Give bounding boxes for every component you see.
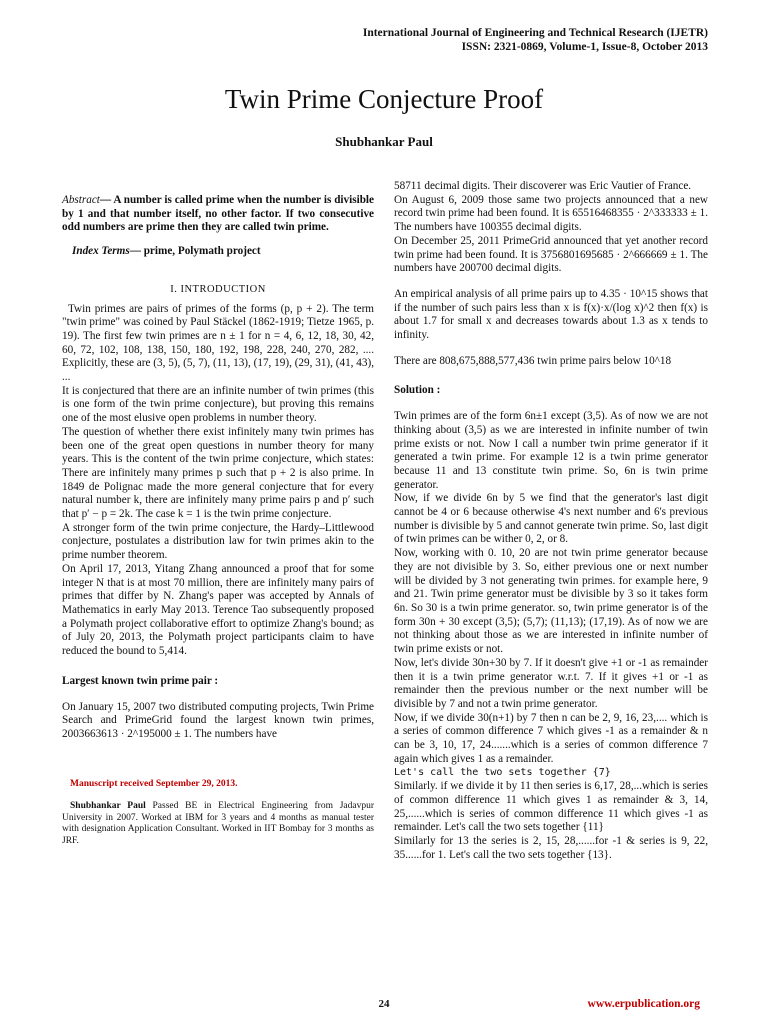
right-column — [394, 180, 708, 862]
abstract-label: Abstract — [62, 194, 100, 206]
record-paragraph: 58711 decimal digits. Their discoverer was Eric Vautier of France. — [394, 180, 692, 192]
solution-paragraph: Now, if we divide 6n by 5 we find that the generator's last digit cannot be 4 or 6 because otherwise 4's next number and 6's previous number is divisible by 5 and cannot generate twin prime. So, last digit of twin primes can be wither 0, 2, or 8. — [394, 492, 708, 546]
intro-paragraph: Twin primes are pairs of primes of the forms (p, p + 2). The term "twin prime" was coined by Paul Stäckel (1862-1919; Tietze 1965, p. 19). The first few twin primes are n ± 1 for n = 4, 6, 12, 18, 30, 42, 60, 72, 102, 108, 138, 150, 180, 192, 198, 228, 240, 270, 282, .... Explicitly, these are (3, 5), (5, 7), (11, 13), (17, 19), (29, 31), (41, 43), ... — [62, 302, 374, 384]
journal-issn: ISSN: 2321-0869, Volume-1, Issue-8, October 2013 — [461, 41, 708, 53]
solution-paragraph: Now, working with 0. 10, 20 are not twin prime generator because they are not divisible by 3. So, either previous one or next number will be divided by 3 not generating twin primes. for example here, 9 and 21. Twin prime generator must be divisible by 3 so it takes form 6n. So 30 is a twin prime generator. so, twin prime generator is of the form 30n + 30 except (3,5); (5,7); (11,13); (17,19). As of now we are not thinking about those as we are interested in infinite number of twin prime exists or not. — [394, 547, 708, 656]
footer-url: www.erpublication.org — [587, 998, 700, 1010]
solution-paragraph: Twin primes are of the form 6n±1 except (3,5). As of now we are not thinking about (3,5) as we are interested in infinite number of twin prime exists or not. Now I call a number twin prime generator if it generated a twin prime. For example 12 is a twin prime generator because 11 and 13 constitute twin prime. So, 6n is twin prime generator. — [394, 410, 708, 491]
count-paragraph: There are 808,675,888,577,436 twin prime pairs below 10^18 — [394, 354, 672, 367]
empirical-paragraph: An empirical analysis of all prime pairs up to 4.35 · 10^15 shows that if the number of such pairs less than x is f(x)·x/(log x)^2 then f(x) is about 1.7 for small x and decreases towards about 1.3 as x tends to infinity. — [394, 287, 708, 342]
solution-paragraph: Let's call the two sets together {7} — [394, 767, 611, 779]
record-paragraph: On December 25, 2011 PrimeGrid announced that yet another record twin prime had been found. It is 3756801695685 · 2^666669 ± 1. The numbers have 200700 decimal digits. — [394, 234, 708, 275]
intro-paragraph: The question of whether there exist infinitely many twin primes has been one of the great open questions in number theory for many years. This is the content of the twin prime conjecture, which states: There are infinitely many primes p such that p + 2 is also prime. In 1849 de Polignac made the more general conjecture that for every natural number k, there are infinitely many prime pairs p and p′ such that p′ − p = 2k. The case k = 1 is the twin prime conjecture. — [62, 425, 374, 521]
bio-name: Shubhankar Paul — [70, 801, 146, 812]
largest-prime-heading: Largest known twin prime pair : — [62, 674, 219, 687]
abstract-text: — A number is called prime when the number is divisible by 1 and that number itself, no other factor. If two consecutive odd numbers are prime then they are called twin prime. — [62, 194, 374, 234]
manuscript-note: Manuscript received September 29, 2013. — [70, 778, 238, 789]
solution-paragraph: Now, if we divide 30(n+1) by 7 then n can be 2, 9, 16, 23,.... which is a series of common difference 7 which gives -1 as a remainder & n can be 3, 10, 17, 24.......which is a series of common difference 7 again which gives 1 as a remainder. — [394, 711, 708, 765]
paper-author: Shubhankar Paul — [335, 134, 433, 149]
author-bio — [62, 801, 374, 847]
page-number: 24 — [378, 998, 390, 1010]
section-heading-introduction: I. INTRODUCTION — [170, 283, 266, 295]
intro-paragraph: On April 17, 2013, Yitang Zhang announced a proof that for some integer N that is at most 70 million, there are infinitely many pairs of primes that differ by N. Zhang's paper was accepted by Annals of Mathematics in early May 2013. Terence Tao subsequently proposed a Polymath project collaborative effort to optimize Zhang's bound; as of July 20, 2013, the Polymath project participants claim to have reduced the bound to 5,414. — [62, 562, 374, 658]
solution-paragraph: Now, let's divide 30n+30 by 7. If it doesn't give +1 or -1 as remainder then it is a twin prime generator w.r.t. 7. If it gives +1 or -1 as remainder then the previous number or the next number will be divisible by 7 and not a twin prime generator. — [394, 656, 708, 710]
solution-heading: Solution : — [394, 384, 441, 397]
record-paragraph: On August 6, 2009 those same two projects announced that a new record twin prime had been found. It is 65516468355 · 2^333333 ± 1. The numbers have 100355 decimal digits. — [394, 193, 708, 234]
intro-paragraph: It is conjectured that there are an infinite number of twin primes (this is one form of the twin prime conjecture), but proving this remains one of the most elusive open problems in number theory. — [62, 384, 374, 425]
journal-header — [363, 26, 708, 54]
largest-prime-paragraph: On January 15, 2007 two distributed computing projects, Twin Prime Search and PrimeGrid found the largest known twin primes, 2003663613 · 2^195000 ± 1. The numbers have — [62, 700, 374, 740]
solution-paragraph: Similarly for 13 the series is 2, 15, 28,......for -1 & series is 9, 22, 35......for 1. Let's call the two sets together {13}. — [394, 834, 708, 861]
index-terms — [62, 245, 374, 259]
left-column — [62, 194, 374, 847]
paper-title: Twin Prime Conjecture Proof — [224, 84, 544, 114]
intro-paragraph: A stronger form of the twin prime conjecture, the Hardy–Littlewood conjecture, postulates a distribution law for twin primes akin to the prime number theorem. — [62, 521, 374, 562]
index-terms-label: Index Terms — [72, 245, 130, 258]
bio-text: Passed BE in Electrical Engineering from Jadavpur University in 2007. Worked at IBM for 3 years and 4 months as manual tester with designation Application Consultant. Worked in IIT Bombay for 3 months as JRF. — [62, 801, 374, 846]
abstract — [62, 194, 374, 235]
solution-paragraph: Similarly. if we divide it by 11 then series is 6,17, 28,...which is series of common difference 11 which gives 1 as remainder & 3, 14, 25,......which is series of common difference 11 which gives -1 as remainder. Let's call the two sets together {11} — [394, 780, 708, 834]
index-terms-text: — prime, Polymath project — [129, 245, 261, 258]
journal-name: International Journal of Engineering and Technical Research (IJETR) — [362, 27, 708, 39]
